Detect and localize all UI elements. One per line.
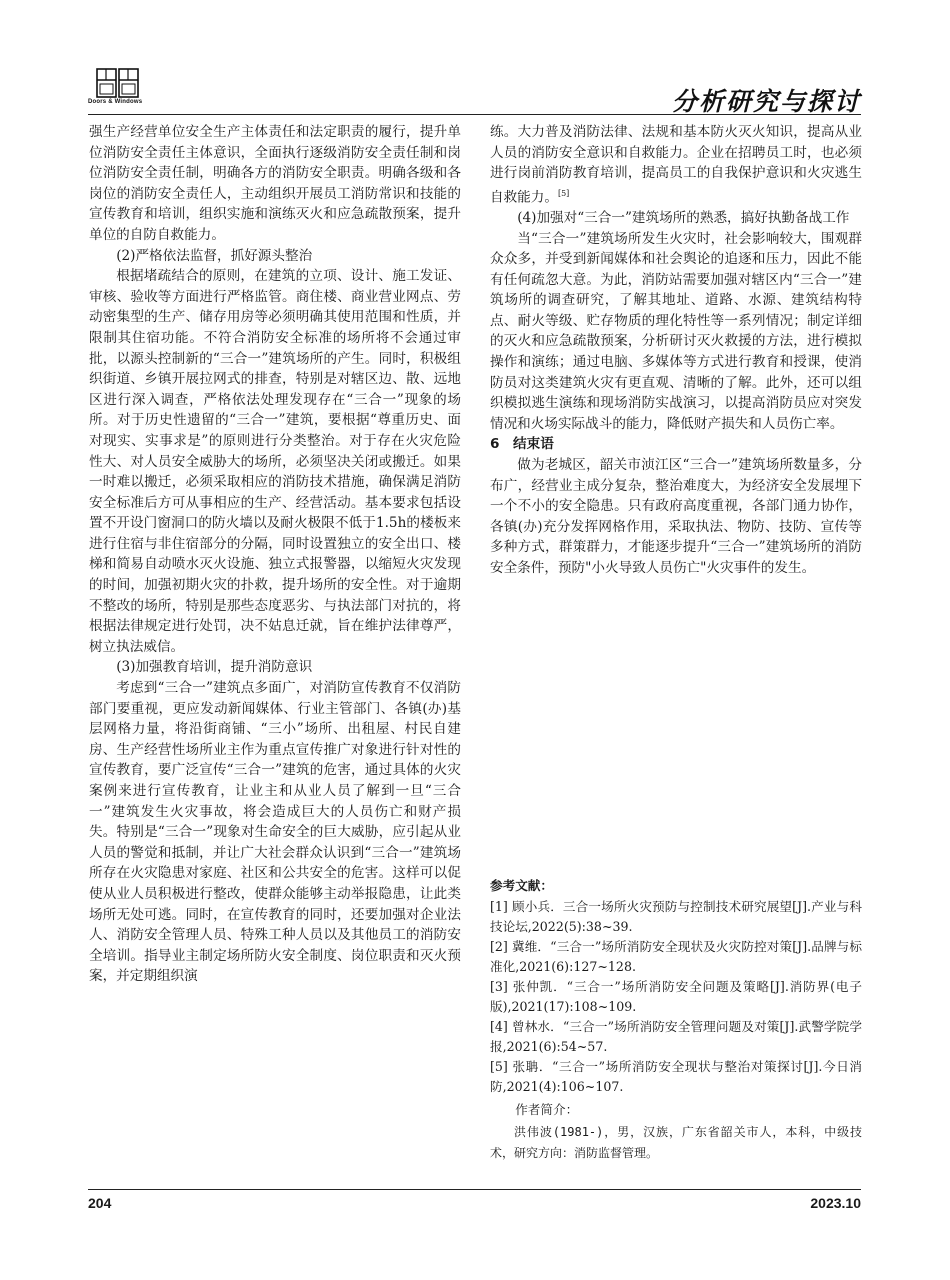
window-logo-icon: [96, 68, 140, 98]
reference-item: [4] 曾林水．“三合一”场所消防安全管理问题及对策[J].武警学院学报,2021(6):54~57.: [490, 1019, 862, 1054]
reference-item: [2] 冀维．“三合一”场所消防安全现状及火灾防控对策[J].品牌与标准化,2021(6):127~128.: [490, 939, 862, 974]
references: [490, 876, 862, 1164]
subheading: (2)严格依法监督，抓好源头整治: [116, 247, 313, 264]
author-bio: 洪伟波(1981-)，男，汉族，广东省韶关市人，本科，中级技术，研究方向：消防监督管理。: [490, 1125, 862, 1160]
right-column: [490, 122, 862, 579]
paragraph: 根据堵疏结合的原则，在建筑的立项、设计、施工发证、审核、验收等方面进行严格监管。商住楼、商业营业网点、劳动密集型的生产、储存用房等必须明确其使用范围和性质，并限制其住宿功能。不符合消防安全标准的场所将不会通过审批，以源头控制新的“三合一”建筑场所的产生。同时，积极组织街道、乡镇开展拉网式的排查，特别是对辖区边、散、远地区进行深入调查，严格依法处理发现存在“三合一”现象的场所。对于历史性遗留的“三合一”建筑，要根据“尊重历史、面对现实、实事求是”的原则进行分类整治。对于存在火灾危险性大、对人员安全威胁大的场所，必须坚决关闭或搬迁。如果一时难以搬迁，必须采取相应的消防技术措施，确保满足消防安全标准后方可从事相应的生产、经营活动。基本要求包括设置不开设门窗洞口的防火墙以及耐火极限不低于1.5h的楼板来进行住宿与非住宿部分的分隔，同时设置独立的安全出口、楼梯和简易自动喷水灭火设施、独立式报警器，以缩短火灾发现的时间，加强初期火灾的扑救，提升场所的安全性。对于逾期不整改的场所，特别是那些态度恶劣、与执法部门对抗的，将根据法律规定进行处罚，决不姑息迁就，旨在维护法律尊严，树立执法威信。: [89, 268, 461, 655]
citation: [5]: [557, 188, 570, 198]
header-divider: [88, 114, 861, 115]
logo-text: Doors & Windows: [88, 99, 143, 105]
section-title: 分析研究与探讨: [671, 87, 861, 116]
author-heading: 作者简介：: [515, 1102, 579, 1117]
paragraph-text: 练。大力普及消防法律、法规和基本防火灭火知识，提高从业人员的消防安全意识和自救能力。企业在招聘员工时，也必须进行岗前消防教育培训，提高员工的自我保护意识和火灾逃生自救能力。: [490, 124, 862, 206]
footer-divider: [88, 1189, 861, 1190]
subheading: (4)加强对“三合一”建筑场所的熟悉，搞好执勤备战工作: [517, 209, 850, 226]
paragraph: 做为老城区，韶关市浈江区“三合一”建筑场所数量多，分布广，经营业主成分复杂，整治难度大，为经济安全发展埋下一个不小的安全隐患。只有政府高度重视，各部门通力协作，各镇(办)充分发挥网格作用，采取执法、物防、技防、宣传等多种方式，群策群力，才能逐步提升“三合一”建筑场所的消防安全条件，预防"小火导致人员伤亡"火灾事件的发生。: [490, 457, 862, 576]
left-column: [89, 122, 461, 987]
references-heading: 参考文献：: [490, 878, 553, 893]
paragraph: 考虑到“三合一”建筑点多面广，对消防宣传教育不仅消防部门要重视，更应发动新闻媒体、行业主管部门、各镇(办)基层网格力量，将沿街商铺、“三小”场所、出租屋、村民自建房、生产经营性场所业主作为重点宣传推广对象进行针对性的宣传教育，要广泛宣传“三合一”建筑的危害，通过具体的火灾案例来进行宣传教育，让业主和从业人员了解到一旦“三合一”建筑发生火灾事故，将会造成巨大的人员伤亡和财产损失。特别是“三合一”现象对生命安全的巨大威胁，应引起从业人员的警觉和抵制，并让广大社会群众认识到“三合一”建筑场所存在火灾隐患对家庭、社区和公共安全的危害。这样可以促使从业人员积极进行整改，使群众能够主动举报隐患，让此类场所无处可逃。同时，在宣传教育的同时，还要加强对企业法人、消防安全管理人员、特殊工种人员以及其他员工的消防安全培训。指导业主制定场所防火安全制度、岗位职责和灭火预案，并定期组织演: [89, 680, 461, 985]
issue-number: 2023.10: [810, 1195, 861, 1211]
paragraph: 当“三合一”建筑场所发生火灾时，社会影响较大，围观群众众多，并受到新闻媒体和社会舆论的追逐和压力，因此不能有任何疏忽大意。为此，消防站需要加强对辖区内“三合一”建筑场所的调查研究，了解其地址、道路、水源、建筑结构特点、耐火等级、贮存物质的理化特性等一系列情况；制定详细的灭火和应急疏散预案，分析研讨灭火救援的方法，进行模拟操作和演练；通过电脑、多媒体等方式进行教育和授课，使消防员对这类建筑火灾有更直观、清晰的了解。此外，还可以组织模拟逃生演练和现场消防实战演习，以提高消防员应对突发情况和火场实际战斗的能力，降低财产损失和人员伤亡率。: [490, 230, 862, 432]
paragraph: 强生产经营单位安全生产主体责任和法定职责的履行，提升单位消防安全责任主体意识，全面执行逐级消防安全责任制和岗位消防安全责任制，明确各方的消防安全职责。明确各级和各岗位的消防安全责任人，主动组织开展员工消防常识和技能的宣传教育和培训，组织实施和演练灭火和应急疏散预案，提升单位的自防自救能力。: [89, 124, 461, 243]
reference-item: [3] 张仲凯．“三合一”场所消防安全问题及策略[J].消防界(电子版),2021(17):108~109.: [490, 979, 862, 1014]
page-number: 204: [88, 1195, 112, 1211]
reference-item: [1] 顾小兵．三合一场所火灾预防与控制技术研究展望[J].产业与科技论坛,2022(5):38~39.: [490, 899, 862, 934]
journal-logo: [88, 68, 152, 105]
subheading: (3)加强教育培训，提升消防意识: [116, 659, 313, 676]
section-heading: 6 结束语: [490, 436, 554, 453]
paragraph: [490, 122, 862, 208]
reference-item: [5] 张聃．“三合一”场所消防安全现状与整治对策探讨[J].今日消防,2021(4):106~107.: [490, 1059, 862, 1094]
